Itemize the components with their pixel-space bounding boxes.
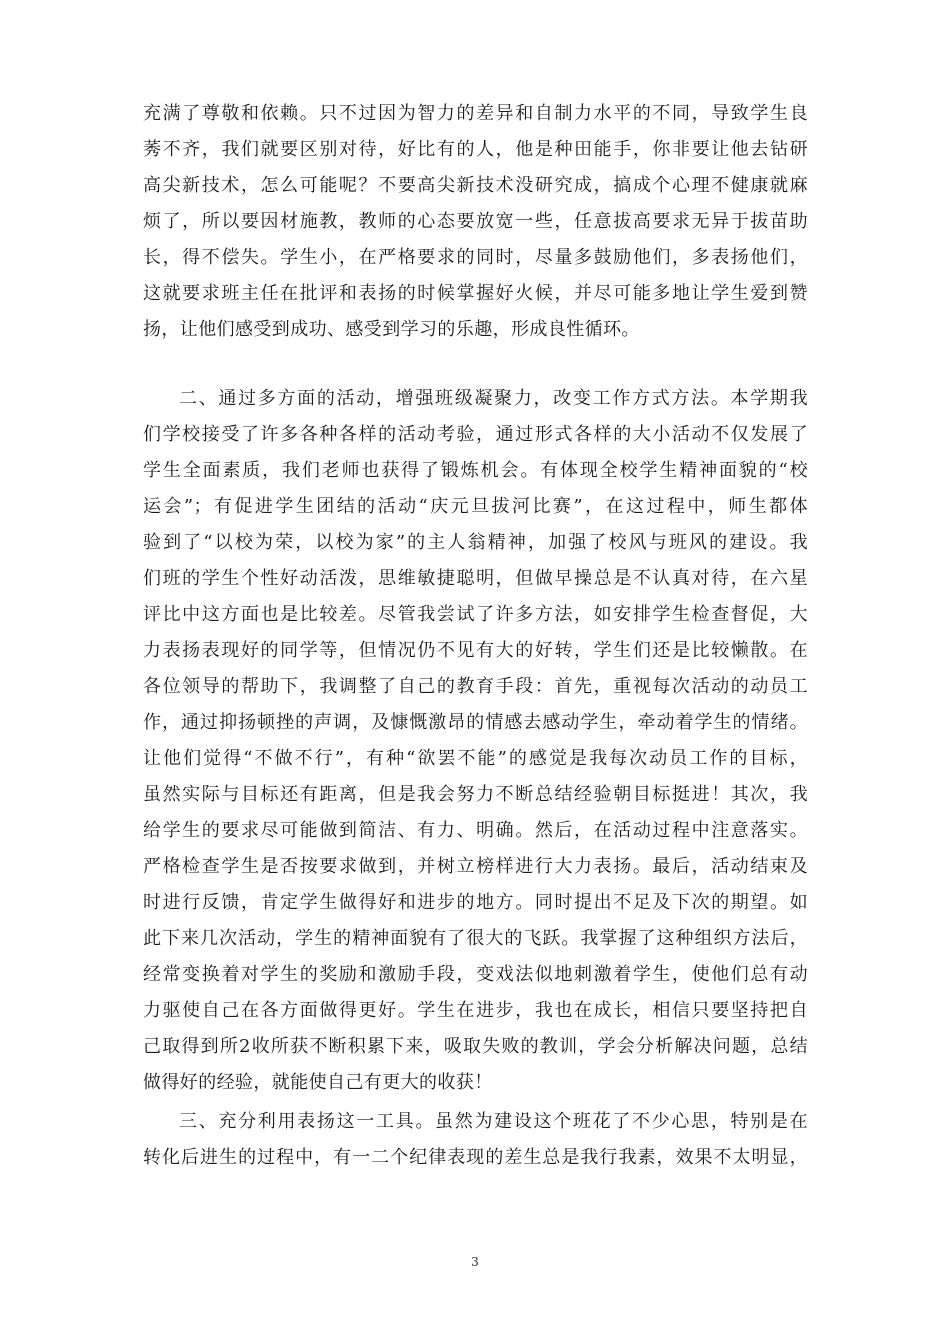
paragraph-line: 这就要求班主任在批评和表扬的时候掌握好火候，并尽可能多地让学生爱到赞 <box>143 283 808 304</box>
paragraph-3 <box>143 1104 808 1176</box>
paragraph-line: 给学生的要求尽可能做到简洁、有力、明确。然后，在活动过程中注意落实。 <box>143 820 808 841</box>
paragraph-line: 各位领导的帮助下，我调整了自己的教育手段：首先，重视每次活动的动员工 <box>143 676 808 697</box>
paragraph-1 <box>143 96 808 348</box>
paragraph-line: 扬，让他们感受到成功、感受到学习的乐趣，形成良性循环。 <box>143 319 640 340</box>
page-number: 3 <box>471 1255 479 1269</box>
paragraph-line: 时进行反馈，肯定学生做得好和进步的地方。同时提出不足及下次的期望。如 <box>143 892 808 913</box>
paragraph-line: 己取得到所2收所获不断积累下来，吸取失败的教训，学会分析解决问题，总结 <box>143 1036 808 1057</box>
paragraph-2 <box>143 381 808 1101</box>
paragraph-line: 让他们觉得“不做不行”，有种“欲罢不能”的感觉是我每次动员工作的目标， <box>143 748 808 769</box>
paragraph-line: 高尖新技术，怎么可能呢？不要高尖新技术没研究成，搞成个心理不健康就麻 <box>143 175 808 196</box>
paragraph-line: 此下来几次活动，学生的精神面貌有了很大的飞跃。我掌握了这种组织方法后， <box>143 928 808 949</box>
paragraph-line: 作，通过抑扬顿挫的声调，及慷慨激昂的情感去感动学生，牵动着学生的情绪。 <box>143 712 808 733</box>
paragraph-line: 充满了尊敬和依赖。只不过因为智力的差异和自制力水平的不同，导致学生良 <box>143 103 808 124</box>
paragraph-line: 二、通过多方面的活动，增强班级凝聚力，改变工作方式方法。本学期我 <box>179 388 808 409</box>
paragraph-line: 力驱使自己在各方面做得更好。学生在进步，我也在成长，相信只要坚持把自 <box>143 1000 808 1021</box>
paragraph-line: 做得好的经验，就能使自己有更大的收获！ <box>143 1072 493 1093</box>
paragraph-line: 长，得不偿失。学生小，在严格要求的同时，尽量多鼓励他们，多表扬他们， <box>143 247 808 268</box>
paragraph-line: 评比中这方面也是比较差。尽管我尝试了许多方法，如安排学生检查督促，大 <box>143 604 808 625</box>
paragraph-line: 转化后进生的过程中，有一二个纪律表现的差生总是我行我素，效果不太明显， <box>143 1147 808 1168</box>
paragraph-line: 莠不齐，我们就要区别对待，好比有的人，他是种田能手，你非要让他去钻研 <box>143 139 808 160</box>
paragraph-line: 三、充分利用表扬这一工具。虽然为建设这个班花了不少心思，特别是在 <box>179 1111 808 1132</box>
paragraph-line: 们班的学生个性好动活泼，思维敏捷聪明，但做早操总是不认真对待，在六星 <box>143 568 808 589</box>
paragraph-line: 力表扬表现好的同学等，但情况仍不见有大的好转，学生们还是比较懒散。在 <box>143 640 808 661</box>
paragraph-line: 学生全面素质，我们老师也获得了锻炼机会。有体现全校学生精神面貌的“校 <box>143 460 808 481</box>
paragraph-line: 烦了，所以要因材施教，教师的心态要放宽一些，任意拔高要求无异于拔苗助 <box>143 211 808 232</box>
paragraph-line: 虽然实际与目标还有距离，但是我会努力不断总结经验朝目标挺进！其次，我 <box>143 784 808 805</box>
paragraph-line: 经常变换着对学生的奖励和激励手段，变戏法似地刺激着学生，使他们总有动 <box>143 964 808 985</box>
paragraph-line: 们学校接受了许多各种各样的活动考验，通过形式各样的大小活动不仅发展了 <box>143 424 808 445</box>
paragraph-line: 验到了“以校为荣，以校为家”的主人翁精神，加强了校风与班风的建设。我 <box>143 532 808 553</box>
paragraph-line: 运会”；有促进学生团结的活动“庆元旦拔河比赛”，在这过程中，师生都体 <box>143 496 808 517</box>
paragraph-line: 严格检查学生是否按要求做到，并树立榜样进行大力表扬。最后，活动结束及 <box>143 856 808 877</box>
